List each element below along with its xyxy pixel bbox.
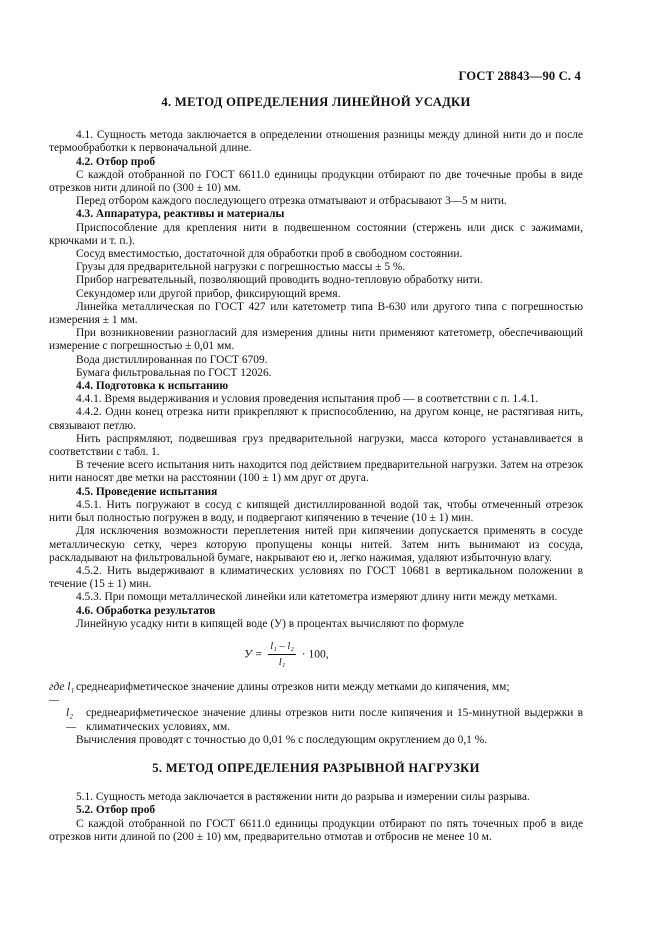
paragraph-4-4-2b: Нить распрямляют, подвешивая груз предварительной нагрузки, масса которого устанавливается в соответствии с табл. 1. — [49, 432, 583, 459]
paragraph-4-3f: Линейка металлическая по ГОСТ 427 или катетометр типа В-630 или другого типа с погрешностью измерения ± 1 мм. — [49, 300, 583, 327]
heading-4-4: 4.4. Подготовка к испытанию — [76, 380, 229, 393]
paragraph-4-3i: Бумага фильтровальная по ГОСТ 12026. — [76, 366, 272, 379]
paragraph-4-5-2: 4.5.2. Нить выдерживают в климатических условиях по ГОСТ 10681 в вертикальном положении в течение (15 ± 1) мин. — [49, 564, 583, 591]
shrinkage-formula — [49, 635, 583, 673]
paragraph-5-1: 5.1. Сущность метода заключается в растяжении нити до разрыва и измерении силы разрыва. — [76, 791, 530, 804]
formula-rest: · 100, — [301, 648, 329, 661]
paragraph-5-2: С каждой отобранной по ГОСТ 6611.0 единицы продукции отбирают по пять точечных проб в виде отрезков нити длиной по (200 ± 10) мм, предварительно отмотав и отбросив не менее 10 м. — [49, 817, 583, 843]
legend-text-l2: среднеарифметическое значение длины отрезков нити после кипячения и 15-минутной выдержки в климатических условиях, мм. — [86, 707, 583, 733]
formula-lhs: У = — [244, 648, 263, 661]
paragraph-4-5-1: 4.5.1. Нить погружают в сосуд с кипящей дистиллированной водой так, чтобы отмеченный отрезок нити был полностью погружен в воду, и подвергают кипячению в течение (10 ± 1) мин. — [49, 498, 583, 525]
paragraph-4-1: 4.1. Сущность метода заключается в определении отношения разницы между длиной нити до и после термообработки к первоначальной длине. — [49, 129, 583, 155]
section-5-title: 5. МЕТОД ОПРЕДЕЛЕНИЯ РАЗРЫВНОЙ НАГРУЗКИ — [152, 760, 480, 775]
paragraph-4-3e: Секундомер или другой прибор, фиксирующий время. — [76, 287, 341, 300]
formula-fraction — [268, 640, 296, 669]
legend-line-l2 — [49, 707, 583, 733]
paragraph-4-4-2c: В течение всего испытания нить находится под действием предварительной нагрузки. Затем на отрезок нити наносят две метки на расстоянии (100 ± 1) мм друг от друга. — [49, 459, 583, 485]
paragraph-4-3a: Приспособление для крепления нити в подвешенном состоянии (стержень или диск с зажимами, крючками и т. п.). — [49, 221, 583, 247]
page-header: ГОСТ 28843—90 С. 4 — [458, 69, 581, 83]
paragraph-4-2a: С каждой отобранной по ГОСТ 6611.0 единицы продукции отбирают по две точечные пробы в виде отрезков нити длиной по (300 ± 10) мм. — [49, 168, 583, 195]
legend-text-l1: среднеарифметическое значение длины отрезков нити между метками до кипячения, мм; — [76, 680, 510, 693]
paragraph-4-3h: Вода дистиллированная по ГОСТ 6709. — [76, 353, 268, 366]
formula-numerator: l₁ – l₂ — [268, 640, 296, 655]
legend-line-l1 — [49, 681, 583, 707]
page-content — [49, 93, 583, 844]
heading-4-5: 4.5. Проведение испытания — [76, 485, 218, 498]
paragraph-4-3b: Сосуд вместимостью, достаточной для обработки проб в свободном состоянии. — [76, 248, 463, 261]
paragraph-4-3g: При возникновении разногласий для измерения длины нити применяют катетометр, обеспечивающий измерение с погрешностью ± 0,01 мм. — [49, 327, 583, 353]
paragraph-4-6b: Вычисления проводят с точностью до 0,01 % с последующим округлением до 0,1 %. — [76, 733, 488, 746]
formula-denominator: l₁ — [278, 657, 286, 669]
formula-legend — [49, 681, 583, 734]
heading-4-2: 4.2. Отбор проб — [76, 155, 156, 168]
paragraph-4-4-1: 4.4.1. Время выдерживания и условия проведения испытания проб — в соответствии с п. 1.4.1. — [76, 393, 539, 406]
paragraph-4-3c: Грузы для предварительной нагрузки с погрешностью массы ± 5 %. — [76, 261, 406, 274]
paragraph-4-2b: Перед отбором каждого последующего отрезка отматывают и отбрасывают 3—5 м нити. — [76, 195, 507, 208]
paragraph-4-6a: Линейную усадку нити в кипящей воде (У) в процентах вычисляют по формуле — [76, 617, 464, 630]
heading-4-6: 4.6. Обработка результатов — [76, 604, 216, 617]
paragraph-4-3d: Прибор нагревательный, позволяющий проводить водно-тепловую обработку нити. — [76, 274, 483, 287]
paragraph-4-4-2: 4.4.2. Один конец отрезка нити прикрепляют к приспособлению, на другом конце, не растягивая нить, связывают петлю. — [49, 406, 583, 432]
paragraph-4-5-3: 4.5.3. При помощи металлической линейки или катетометра измеряют длину нити между метками. — [76, 591, 558, 604]
paragraph-4-5-1b: Для исключения возможности переплетения нитей при кипячении допускается применять в сосуде металлическую сетку, через которую пропущены концы нитей. Затем нить вынимают из сосуда, раскладывают на фильтровальной бумаге, накрывают ею и, легко нажимая, удаляют избыточную влагу. — [49, 525, 583, 564]
section-4-title: 4. МЕТОД ОПРЕДЕЛЕНИЯ ЛИНЕЙНОЙ УСАДКИ — [161, 95, 471, 109]
legend-label-l1: где l₁ — — [49, 680, 75, 707]
heading-4-3: 4.3. Аппаратура, реактивы и материалы — [76, 208, 285, 221]
legend-label-l2: l₂ — — [66, 707, 77, 733]
heading-5-2: 5.2. Отбор проб — [76, 804, 156, 817]
formula-body — [244, 640, 329, 669]
